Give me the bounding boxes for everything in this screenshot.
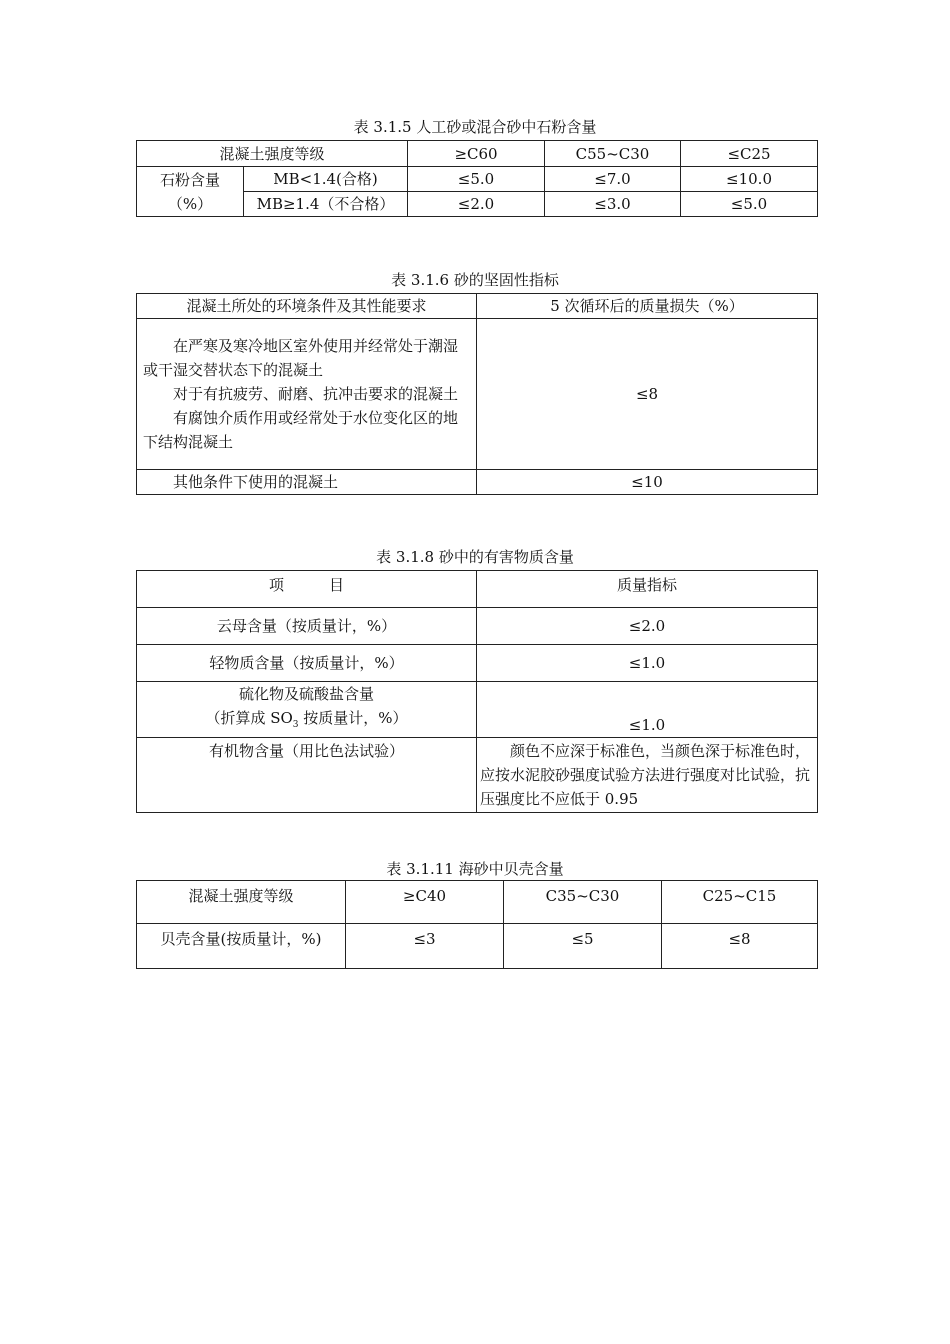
condition-text: 其他条件下使用的混凝土 xyxy=(173,473,339,491)
mb-unqualified-label: MB≥1.4（不合格） xyxy=(244,192,408,217)
table-cell: ≤2.0 xyxy=(408,192,545,217)
row-label-stone-powder xyxy=(137,167,244,217)
sulfide-text-a: （折算成 SO xyxy=(205,709,293,727)
header-c25-c15: C25~C15 xyxy=(662,881,818,924)
header-c25: ≤C25 xyxy=(681,141,818,167)
row-label-line-2: （%） xyxy=(167,194,213,213)
header-c35-c30: C35~C30 xyxy=(504,881,662,924)
condition-text: 有腐蚀介质作用或经常处于水位变化区的地下结构混凝土 xyxy=(143,409,459,451)
table-cell: ≤2.0 xyxy=(477,608,818,645)
so3-subscript: 3 xyxy=(292,720,299,730)
shell-content-label: 贝壳含量(按质量计，%) xyxy=(137,924,346,969)
header-environment: 混凝土所处的环境条件及其性能要求 xyxy=(137,294,477,319)
sulfide-sulfate-label xyxy=(137,682,477,738)
header-c60: ≥C60 xyxy=(408,141,545,167)
header-mass-loss: 5 次循环后的质量损失（%） xyxy=(477,294,818,319)
table-cell: ≤3 xyxy=(346,924,504,969)
sulfide-line-2 xyxy=(143,706,470,737)
sulfide-line-1: 硫化物及硫酸盐含量 xyxy=(238,685,374,703)
header-strength-grade: 混凝土强度等级 xyxy=(137,881,346,924)
other-conditions xyxy=(137,470,477,495)
header-c55-c30: C55~C30 xyxy=(545,141,681,167)
table-3-1-5-caption: 表 3.1.5 人工砂或混合砂中石粉含量 xyxy=(353,118,597,136)
table-cell: ≤5 xyxy=(504,924,662,969)
table-cell: ≤10.0 xyxy=(681,167,818,192)
organic-matter-requirement: 颜色不应深于标准色，当颜色深于标准色时，应按水泥胶砂强度试验方法进行强度对比试验，抗压强度比不应低于 0.95 xyxy=(477,738,818,813)
table-cell: ≤8 xyxy=(662,924,818,969)
table-cell: ≤8 xyxy=(477,319,818,470)
table-cell: ≤10 xyxy=(477,470,818,495)
header-strength-grade: 混凝土强度等级 xyxy=(137,141,408,167)
table-cell: ≤1.0 xyxy=(477,682,818,738)
table-3-1-8-caption: 表 3.1.8 砂中的有害物质含量 xyxy=(376,548,574,566)
table-cell: ≤3.0 xyxy=(545,192,681,217)
header-c40: ≥C40 xyxy=(346,881,504,924)
table-3-1-11 xyxy=(136,880,818,969)
sulfide-text-b: 按质量计，%） xyxy=(298,709,408,727)
condition-text: 对于有抗疲劳、耐磨、抗冲击要求的混凝土 xyxy=(173,385,459,403)
table-3-1-11-caption: 表 3.1.11 海砂中贝壳含量 xyxy=(386,860,564,878)
header-quality-index: 质量指标 xyxy=(477,571,818,608)
mica-content-label: 云母含量（按质量计，%） xyxy=(137,608,477,645)
mb-qualified-label: MB<1.4(合格) xyxy=(244,167,408,192)
row-label-line-1: 石粉含量 xyxy=(159,170,220,189)
table-3-1-5 xyxy=(136,140,818,217)
environment-conditions xyxy=(137,319,477,470)
header-item: 项 目 xyxy=(137,571,477,608)
table-3-1-6-caption: 表 3.1.6 砂的坚固性指标 xyxy=(391,271,559,289)
table-cell: ≤5.0 xyxy=(408,167,545,192)
table-3-1-8 xyxy=(136,570,818,813)
condition-text: 在严寒及寒冷地区室外使用并经常处于潮湿或干湿交替状态下的混凝土 xyxy=(143,337,459,379)
table-cell: ≤5.0 xyxy=(681,192,818,217)
table-3-1-6 xyxy=(136,293,818,495)
light-matter-label: 轻物质含量（按质量计，%） xyxy=(137,645,477,682)
table-cell: ≤1.0 xyxy=(477,645,818,682)
organic-matter-label: 有机物含量（用比色法试验） xyxy=(137,738,477,813)
table-cell: ≤7.0 xyxy=(545,167,681,192)
